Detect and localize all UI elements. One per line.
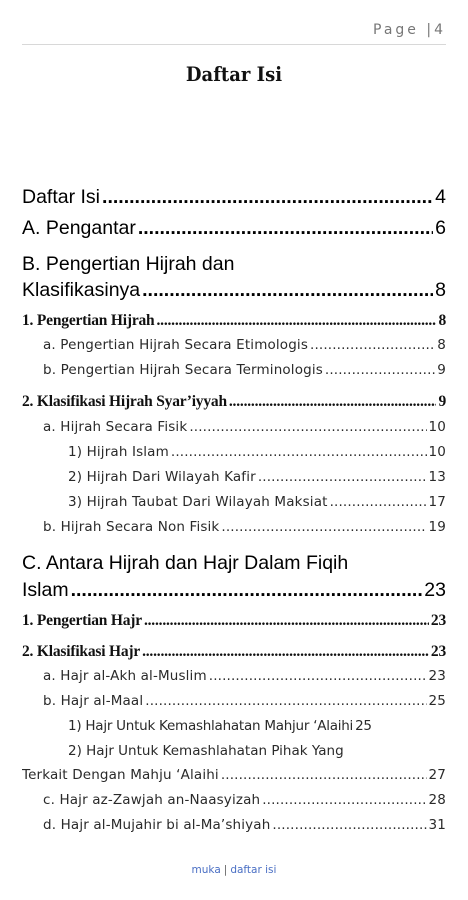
page-title: Daftar Isi: [185, 62, 283, 86]
toc-page-number: 23: [430, 643, 446, 660]
toc-page-number: 13: [428, 469, 446, 485]
toc-entry-label: A. Pengantar: [22, 217, 136, 239]
toc-entry-label: 1. Pengertian Hajr: [22, 612, 142, 629]
toc-entry-b2a2[interactable]: [22, 469, 446, 494]
dot-leader: [272, 817, 426, 833]
dot-leader: [189, 419, 426, 435]
footer-separator: |: [223, 864, 228, 876]
dot-leader: [156, 312, 436, 330]
toc-entry-pengantar[interactable]: [22, 217, 446, 251]
toc-entry-label: b. Hajr al-Maal: [43, 693, 144, 709]
toc-entry-antara-hijrah-section[interactable]: [22, 551, 446, 612]
toc-entry-c2c[interactable]: [22, 792, 446, 817]
home-link[interactable]: muka: [191, 864, 221, 876]
toc-entry-c2b2[interactable]: [22, 743, 446, 792]
toc-page-number: 31: [428, 817, 446, 833]
toc-page-number: 9: [438, 393, 446, 410]
toc-entry-b2a1[interactable]: [22, 444, 446, 469]
toc-page-number: 27: [428, 767, 446, 783]
toc-entry-c2a[interactable]: [22, 668, 446, 693]
dot-leader: [142, 643, 429, 661]
toc-entry-b1a[interactable]: [22, 337, 446, 362]
toc-entry-b2a3[interactable]: [22, 494, 446, 519]
dot-leader: [209, 668, 427, 684]
toc-entry-label: a. Pengertian Hijrah Secara Etimologis: [43, 337, 309, 353]
toc-page-number: 25: [355, 718, 372, 734]
table-of-contents: [22, 186, 446, 842]
toc-entry-label: a. Hajr al-Akh al-Muslim: [43, 668, 207, 684]
toc-page-number: 23: [424, 579, 446, 601]
toc-entry-label: 2. Klasifikasi Hajr: [22, 643, 141, 660]
toc-entry-label: 2. Klasifikasi Hijrah Syar’iyyah: [22, 393, 227, 410]
toc-page-number: 23: [430, 612, 446, 629]
toc-entry-c1[interactable]: [22, 612, 446, 643]
dot-leader: [138, 217, 433, 240]
toc-entry-label-line2: Islam: [22, 579, 69, 601]
toc-entry-label: 1) Hijrah Islam: [68, 444, 169, 460]
toc-page-number: 4: [435, 186, 446, 208]
dot-leader: [145, 693, 426, 709]
toc-entry-label: Daftar Isi: [22, 186, 101, 208]
toc-page-number: 28: [428, 792, 446, 808]
toc-entry-c2d[interactable]: [22, 817, 446, 842]
toc-entry-label-line1: 2) Hajr Untuk Kemashlahatan Pihak Yang: [68, 743, 344, 759]
dot-leader: [229, 393, 437, 411]
dot-leader: [325, 362, 435, 378]
toc-entry-label-line1: B. Pengertian Hijrah dan: [22, 253, 235, 275]
toc-page-number: 10: [428, 444, 446, 460]
toc-entry-c2b1[interactable]: [22, 718, 446, 743]
toc-entry-pengertian-hijrah-section[interactable]: [22, 251, 446, 312]
dot-leader: [330, 494, 427, 510]
toc-entry-label-line2: Klasifikasinya: [22, 279, 141, 301]
dot-leader: [144, 612, 429, 630]
dot-leader: [221, 767, 427, 783]
toc-entry-label: 3) Hijrah Taubat Dari Wilayah Maksiat: [68, 494, 328, 510]
dot-leader: [221, 519, 426, 535]
toc-entry-b1[interactable]: [22, 312, 446, 337]
toc-entry-label: a. Hijrah Secara Fisik: [43, 419, 188, 435]
toc-entry-label: c. Hajr az-Zawjah an-Naasyizah: [43, 792, 261, 808]
dot-leader: [102, 186, 433, 209]
header-divider: [22, 44, 446, 45]
toc-link[interactable]: daftar isi: [230, 864, 277, 876]
toc-entry-c2b[interactable]: [22, 693, 446, 718]
toc-entry-b2[interactable]: [22, 393, 446, 419]
toc-page-number: 8: [438, 312, 446, 329]
toc-entry-label-line2: Terkait Dengan Mahju ‘Alaihi: [22, 767, 219, 783]
toc-entry-b1b[interactable]: [22, 362, 446, 393]
toc-page-number: 17: [428, 494, 446, 510]
toc-page-number: 19: [428, 519, 446, 535]
toc-entry-c2[interactable]: [22, 643, 446, 668]
dot-leader: [258, 469, 427, 485]
dot-leader: [262, 792, 426, 808]
toc-entry-label: 2) Hijrah Dari Wilayah Kafir: [68, 469, 256, 485]
toc-entry-b2a[interactable]: [22, 419, 446, 444]
toc-page-number: 10: [428, 419, 446, 435]
toc-entry-label: d. Hajr al-Mujahir bi al-Ma’shiyah: [43, 817, 271, 833]
footer-nav: [0, 864, 468, 876]
page-number-header: Page |4: [373, 22, 446, 38]
toc-entry-label-line1: C. Antara Hijrah dan Hajr Dalam Fiqih: [22, 552, 349, 574]
toc-page-number: 23: [428, 668, 446, 684]
toc-page-number: 25: [428, 693, 446, 709]
toc-page-number: 9: [437, 362, 446, 378]
toc-entry-daftar-isi[interactable]: [22, 186, 446, 217]
toc-entry-label: b. Hijrah Secara Non Fisik: [43, 519, 220, 535]
toc-entry-b2b[interactable]: [22, 519, 446, 551]
dot-leader: [71, 579, 423, 602]
toc-page-number: 8: [435, 279, 446, 301]
dot-leader: [142, 279, 433, 302]
toc-entry-label: 1. Pengertian Hijrah: [22, 312, 155, 329]
toc-entry-label: 1) Hajr Untuk Kemashlahatan Mahjur ‘Alaihi: [68, 718, 354, 734]
dot-leader: [171, 444, 427, 460]
toc-page-number: 6: [435, 217, 446, 239]
toc-page-number: 8: [437, 337, 446, 353]
toc-entry-label: b. Pengertian Hijrah Secara Terminologis: [43, 362, 323, 378]
dot-leader: [310, 337, 435, 353]
